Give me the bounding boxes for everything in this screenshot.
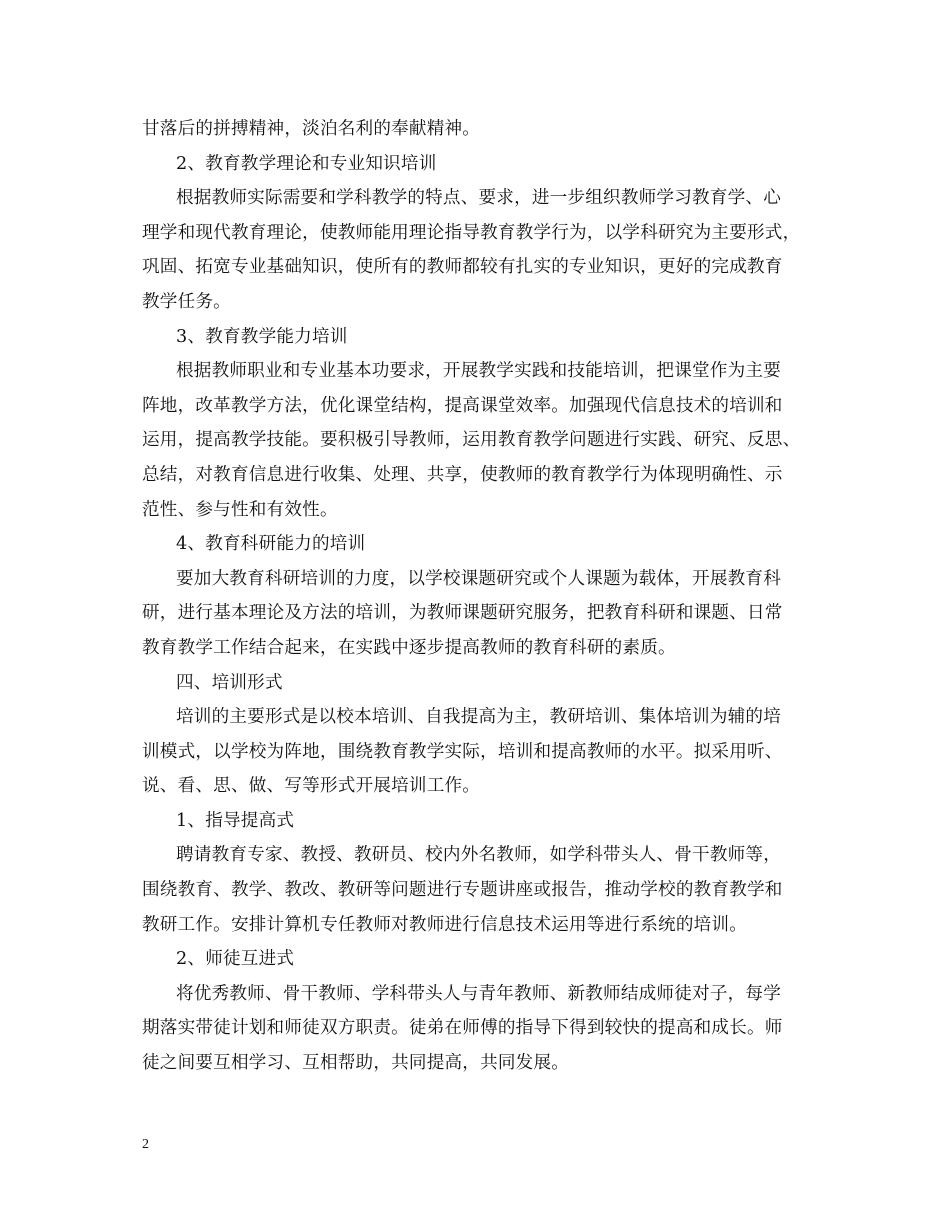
paragraph-line: 训模式，以学校为阵地，围绕教育教学实际，培训和提高教师的水平。拟采用听、 <box>142 741 783 762</box>
paragraph-line: 研，进行基本理论及方法的培训，为教师课题研究服务，把教育科研和课题、日常 <box>142 603 783 624</box>
paragraph-line: 教育教学工作结合起来，在实践中逐步提高教师的教育科研的素质。 <box>142 637 676 658</box>
section-heading-2: 2、教育教学理论和专业知识培训 <box>176 153 437 174</box>
paragraph-line: 根据教师职业和专业基本功要求，开展教学实践和技能培训，把课堂作为主要 <box>176 361 781 382</box>
paragraph-line: 徒之间要互相学习、互相帮助，共同提高，共同发展。 <box>142 1053 570 1074</box>
paragraph-line: 教学任务。 <box>142 291 231 312</box>
paragraph-line: 运用，提高教学技能。要积极引导教师，运用教育教学问题进行实践、研究、反思、 <box>142 430 801 451</box>
paragraph-line: 期落实带徒计划和师徒双方职责。徒弟在师傅的指导下得到较快的提高和成长。师 <box>142 1018 783 1039</box>
major-section-heading: 四、培训形式 <box>176 672 283 693</box>
paragraph-line: 聘请教育专家、教授、教研员、校内外名教师，如学科带头人、骨干教师等， <box>176 845 781 866</box>
paragraph-line: 教研工作。安排计算机专任教师对教师进行信息技术运用等进行系统的培训。 <box>142 914 747 935</box>
paragraph-line: 要加大教育科研培训的力度，以学校课题研究或个人课题为载体，开展教育科 <box>176 568 781 589</box>
paragraph-line: 培训的主要形式是以校本培训、自我提高为主，教研培训、集体培训为辅的培 <box>176 707 781 728</box>
paragraph-line: 总结，对教育信息进行收集、处理、共享，使教师的教育教学行为体现明确性、示 <box>142 464 783 485</box>
subsection-heading-1: 1、指导提高式 <box>176 810 295 831</box>
document-body <box>142 112 814 1081</box>
paragraph-continuation-line: 甘落后的拼搏精神，淡泊名利的奉献精神。 <box>142 119 481 139</box>
paragraph-line: 阵地，改革教学方法，优化课堂结构，提高课堂效率。加强现代信息技术的培训和 <box>142 395 783 416</box>
paragraph-line: 根据教师实际需要和学科教学的特点、要求，进一步组织教师学习教育学、心 <box>176 188 781 209</box>
paragraph-line: 将优秀教师、骨干教师、学科带头人与青年教师、新教师结成师徒对子，每学 <box>176 983 781 1004</box>
paragraph-line: 理学和现代教育理论，使教师能用理论指导教育教学行为，以学科研究为主要形式， <box>142 222 801 243</box>
section-heading-3: 3、教育教学能力培训 <box>176 326 348 347</box>
section-heading-4: 4、教育科研能力的培训 <box>176 534 366 555</box>
paragraph-line: 范性、参与性和有效性。 <box>142 499 338 520</box>
subsection-heading-2: 2、师徒互进式 <box>176 949 295 970</box>
page-number: 2 <box>142 1137 149 1152</box>
paragraph-line: 巩固、拓宽专业基础知识，使所有的教师都较有扎实的专业知识，更好的完成教育 <box>142 257 783 278</box>
paragraph-line: 说、看、思、做、写等形式开展培训工作。 <box>142 776 481 797</box>
paragraph-line: 围绕教育、教学、教改、教研等问题进行专题讲座或报告，推动学校的教育教学和 <box>142 880 783 901</box>
